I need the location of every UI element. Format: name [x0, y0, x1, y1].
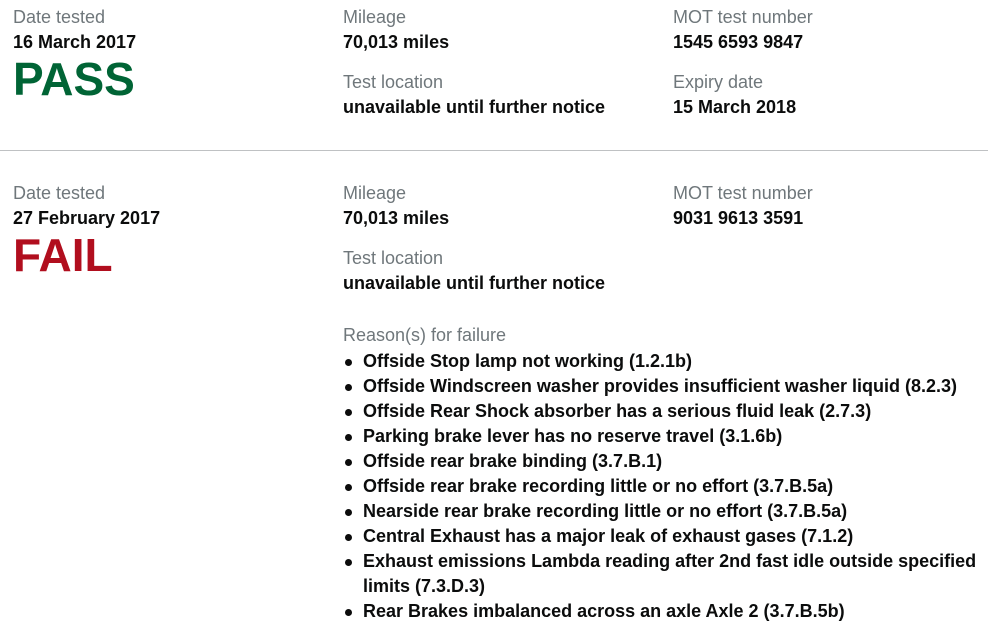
- list-item: [343, 599, 983, 624]
- failure-reason-text: Offside rear brake recording little or no effort (3.7.B.5a): [363, 476, 834, 496]
- bullet-icon: [345, 384, 352, 391]
- failure-reason-text: Offside rear brake binding (3.7.B.1): [363, 451, 663, 471]
- failure-reason-text: Offside Stop lamp not working (1.2.1b): [363, 351, 693, 371]
- mileage-label: Mileage: [343, 183, 407, 203]
- bullet-icon: [345, 609, 352, 616]
- test-location-label: Test location: [343, 72, 444, 92]
- date-tested-label: Date tested: [13, 183, 106, 203]
- bullet-icon: [345, 409, 352, 416]
- test-number-column: [673, 182, 813, 229]
- details-column: [343, 182, 983, 624]
- list-item: [343, 399, 983, 424]
- list-item: [343, 449, 983, 474]
- expiry-date-label: Expiry date: [673, 72, 764, 92]
- failure-reason-text: Rear Brakes imbalanced across an axle Axle 2 (3.7.B.5b): [363, 601, 845, 621]
- failure-reason-text: Exhaust emissions Lambda reading after 2nd fast idle outside specified limits (7.3.D.3): [363, 551, 977, 596]
- mot-test-number-value: 1545 6593 9847: [673, 32, 804, 52]
- test-number-column: [673, 6, 813, 118]
- mot-test-record: [0, 150, 991, 634]
- mot-test-number-label: MOT test number: [673, 7, 813, 27]
- test-location-value: unavailable until further notice: [343, 273, 606, 293]
- list-item: [343, 424, 983, 449]
- failure-reason-text: Offside Rear Shock absorber has a serious fluid leak (2.7.3): [363, 401, 872, 421]
- mot-test-number-label: MOT test number: [673, 183, 813, 203]
- test-result-status: FAIL: [13, 229, 113, 281]
- failure-reason-text: Parking brake lever has no reserve travel (3.1.6b): [363, 426, 783, 446]
- test-result-status: PASS: [13, 53, 135, 105]
- bullet-icon: [345, 459, 352, 466]
- bullet-icon: [345, 534, 352, 541]
- list-item: [343, 549, 983, 599]
- bullet-icon: [345, 559, 352, 566]
- bullet-icon: [345, 484, 352, 491]
- test-location-label: Test location: [343, 248, 444, 268]
- list-item: [343, 374, 983, 399]
- date-column: [13, 182, 160, 279]
- reasons-for-failure-label: Reason(s) for failure: [343, 325, 507, 345]
- date-column: [13, 6, 136, 103]
- mot-test-record: [0, 0, 991, 150]
- date-tested-label: Date tested: [13, 7, 106, 27]
- failure-reason-text: Nearside rear brake recording little or no effort (3.7.B.5a): [363, 501, 848, 521]
- mot-test-number-value: 9031 9613 3591: [673, 208, 804, 228]
- bullet-icon: [345, 359, 352, 366]
- list-item: [343, 524, 983, 549]
- list-item: [343, 349, 983, 374]
- bullet-icon: [345, 434, 352, 441]
- mileage-value: 70,013 miles: [343, 208, 450, 228]
- mileage-value: 70,013 miles: [343, 32, 450, 52]
- failure-reason-text: Central Exhaust has a major leak of exhaust gases (7.1.2): [363, 526, 854, 546]
- mileage-column: [343, 6, 605, 118]
- reasons-for-failure-list: [343, 349, 983, 624]
- list-item: [343, 499, 983, 524]
- test-location-value: unavailable until further notice: [343, 97, 606, 117]
- expiry-date-value: 15 March 2018: [673, 97, 797, 117]
- date-tested-value: 27 February 2017: [13, 208, 161, 228]
- bullet-icon: [345, 509, 352, 516]
- date-tested-value: 16 March 2017: [13, 32, 137, 52]
- failure-reason-text: Offside Windscreen washer provides insufficient washer liquid (8.2.3): [363, 376, 957, 396]
- list-item: [343, 474, 983, 499]
- mileage-label: Mileage: [343, 7, 407, 27]
